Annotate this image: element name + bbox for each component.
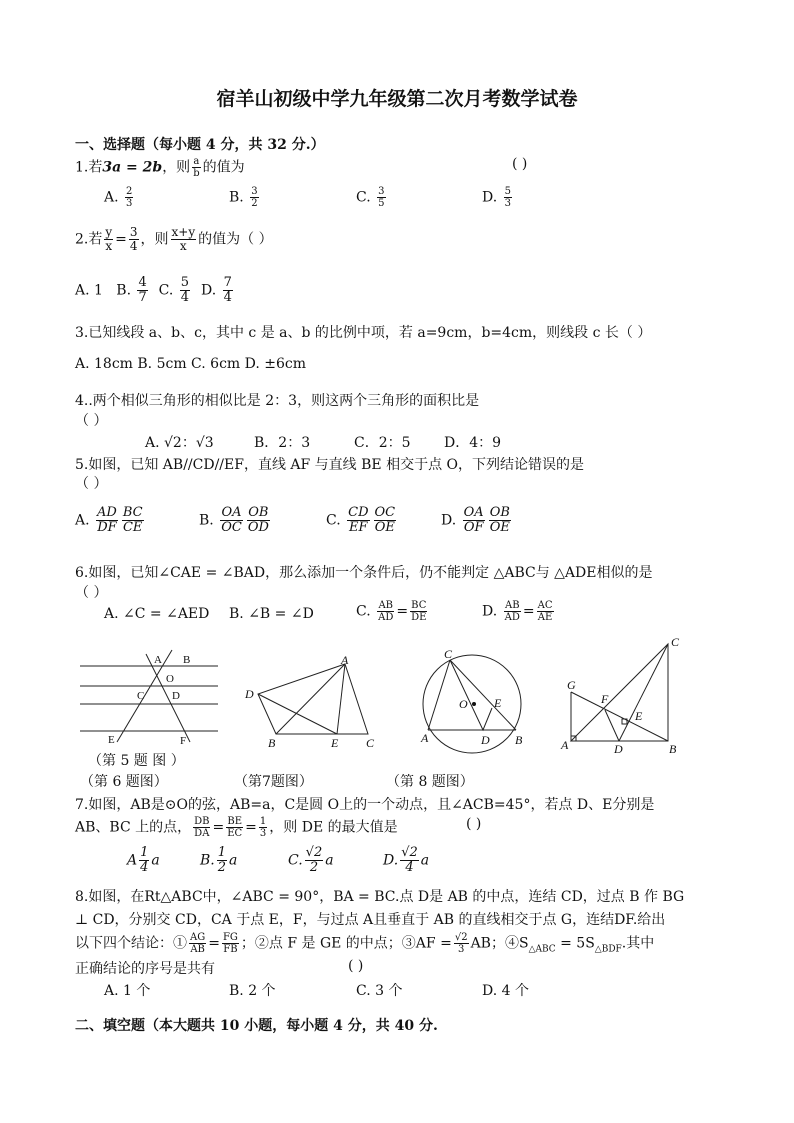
page-title: 宿羊山初级中学九年级第二次月考数学试卷 (216, 88, 578, 110)
q4-option-a: A. √2：√3 (145, 435, 214, 451)
fig5-caption: （第 5 题 图 ） (88, 753, 185, 769)
fig6-label-c: C (366, 736, 375, 750)
q4-option-d: D．4：9 (444, 435, 502, 451)
fig7-label-c: C (444, 647, 453, 661)
figure-8 (571, 644, 668, 741)
fig8-label-d: D (614, 742, 623, 756)
q1-option-d: D. $\frac{5}{3}$ (482, 186, 512, 209)
fig8-label-f: F (601, 692, 609, 706)
question-7: 7.如图，AB是⊙O的弦，AB=a，C是圆 O上的一个动点，且∠ACB=45°，若点 D、E分别是 (75, 797, 655, 813)
q8-line-4: 正确结论的序号是共有 (75, 961, 215, 977)
fig8-label-b: B (669, 742, 677, 756)
figures-row (0, 630, 794, 770)
q6-option-a: A. ∠C = ∠AED (104, 606, 210, 622)
q6-option-b: B. ∠B = ∠D (229, 606, 314, 622)
q1-fraction: $\frac{a}{b}$ (193, 156, 200, 179)
fig7-label-o: O (459, 697, 468, 711)
q1-stem-a: 1.若 (75, 159, 103, 176)
fig6-label-b: B (268, 736, 276, 750)
fig7-caption: （第7题图） (234, 774, 313, 790)
fig7-label-a: A (421, 731, 429, 745)
fig8-label-c: C (671, 635, 680, 649)
question-4: 4..两个相似三角形的相似比是 2：3，则这两个三角形的面积比是 (75, 393, 480, 409)
fig8-label-g: G (567, 678, 576, 692)
q6-answer-paren: （ ） (75, 585, 108, 601)
q8-answer-paren: ( ) (348, 958, 364, 974)
figure-6 (258, 664, 368, 734)
q7-option-a: A $\frac{1}{4}$ a (127, 845, 160, 875)
q4-option-c: C．2：5 (354, 435, 411, 451)
q4-option-b: B．2：3 (254, 435, 311, 451)
section-2-heading: 二、填空题（本大题共 10 小题，每小题 4 分，共 40 分. (75, 1018, 438, 1034)
fig5-label-d: D (172, 690, 180, 702)
q8-option-d: D. 4 个 (482, 983, 529, 999)
q1-option-a: A. $\frac{2}{3}$ (104, 186, 133, 209)
fig6-caption: （第 6 题图） (80, 774, 168, 790)
fig5-label-f: F (180, 735, 187, 747)
question-2: 2.若 $\frac{y}{x}$ = $\frac{3}{4}$ ，则 $\frac{x+y}{x}$ 的值为（ ） (75, 225, 273, 253)
question-3: 3.已知线段 a、b、c，其中 c 是 a、b 的比例中项，若 a=9cm，b=4cm，则线段 c 长（ ） (75, 325, 652, 341)
q7-option-d: D. $\frac{√2}{4}$ a (383, 845, 430, 875)
q8-option-c: C. 3 个 (356, 983, 403, 999)
q1-equation: 3a = 2b (102, 159, 163, 176)
q6-option-d: D. $\frac{AB}{AD}$ = $\frac{AC}{AE}$ (482, 600, 553, 623)
fig5-label-b: B (183, 654, 191, 666)
q5-option-a: A. $\frac{AD}{DF}$ $\frac{BC}{CE}$ (75, 505, 143, 535)
q1-stem-c: 的值为 (202, 159, 245, 176)
q5-option-c: C. $\frac{CD}{EF}$ $\frac{OC}{OE}$ (326, 505, 396, 535)
q2-options: A. 1 B. $\frac{4}{7}$ C. $\frac{5}{4}$ D. $\frac{7}{4}$ (75, 275, 232, 305)
fig6-label-a: A (341, 653, 349, 667)
fig8-label-e: E (635, 709, 643, 723)
fig5-label-a: A (154, 654, 162, 666)
q7-line-2: AB、BC 上的点， $\frac{DB}{DA}$ = $\frac{BE}{EC}$ = $\frac{1}{3}$ ，则 DE 的最大值是 (75, 816, 398, 839)
q8-line-3: 以下四个结论：① $\frac{AG}{AB}$ = $\frac{FG}{FB}$ ；②点 F 是 GE 的中点；③AF = $\frac{√2}{3}$ AB；$④S_{\triangle ABC} = 5S_{\triangle BDF}$.其中 (75, 932, 655, 955)
q5-option-d: D. $\frac{OA}{OF}$ $\frac{OB}{OE}$ (441, 505, 510, 535)
q7-option-b: B. $\frac{1}{2}$ a (200, 845, 238, 875)
fig7-label-d: D (481, 733, 490, 747)
fig7-label-b: B (515, 733, 523, 747)
fig5-label-e: E (108, 734, 115, 746)
question-6: 6.如图，已知∠CAE = ∠BAD，那么添加一个条件后，仍不能判定 △ABC与 △ADE相似的是 (75, 565, 653, 581)
q5-answer-paren: （ ） (75, 476, 108, 492)
q8-option-b: B. 2 个 (229, 983, 276, 999)
q1-stem-b: ，则 (162, 159, 191, 176)
fig5-label-c: C (137, 690, 145, 702)
q8-line-2: ⊥ CD，分别交 CD，CA 于点 E，F，与过点 A且垂直于 AB 的直线相交于点 G，连结DF.给出 (75, 912, 666, 928)
section-1-heading: 一、选择题（每小题 4 分，共 32 分.） (75, 137, 325, 153)
q3-options: A. 18cm B. 5cm C. 6cm D. ±6cm (75, 356, 307, 372)
q6-option-c: C. $\frac{AB}{AD}$ = $\frac{BC}{DE}$ (356, 600, 427, 623)
fig5-label-o: O (166, 673, 174, 685)
q7-answer-paren: ( ) (466, 816, 482, 832)
fig7-label-e: E (494, 696, 502, 710)
q5-option-b: B. $\frac{OA}{OC}$ $\frac{OB}{OD}$ (199, 505, 269, 535)
question-8: 8.如图，在Rt△ABC中，∠ABC = 90°，BA = BC.点 D是 AB 的中点，连结 CD，过点 B 作 BG (75, 889, 685, 905)
q1-option-b: B. $\frac{3}{2}$ (229, 186, 258, 209)
fig8-caption: （第 8 题图） (386, 774, 474, 790)
fig6-label-e: E (331, 736, 339, 750)
q4-answer-paren: （ ） (75, 413, 108, 429)
question-5: 5.如图，已知 AB//CD//EF，直线 AF 与直线 BE 相交于点 O，下列结论错误的是 (75, 457, 585, 473)
q7-option-c: C. $\frac{√2}{2}$ a (288, 845, 334, 875)
q1-option-c: C. $\frac{3}{5}$ (356, 186, 385, 209)
figure-5 (80, 650, 218, 742)
q8-option-a: A. 1 个 (104, 983, 151, 999)
question-1 (75, 156, 245, 179)
q1-answer-paren: ( ) (512, 156, 528, 172)
fig8-label-a: A (561, 738, 569, 752)
fig6-label-d: D (245, 687, 254, 701)
